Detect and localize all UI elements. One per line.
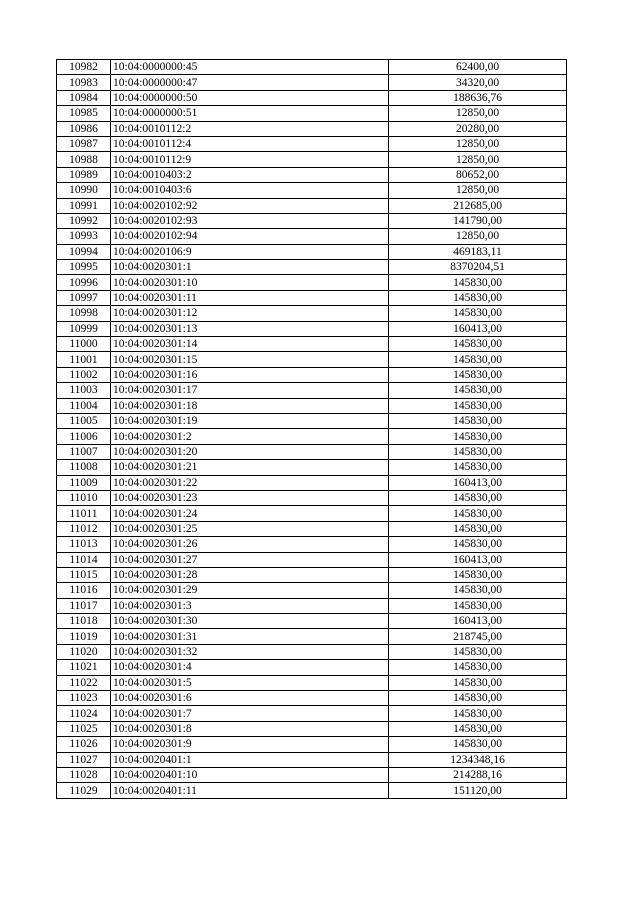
row-number-cell: 10990 xyxy=(57,183,111,198)
row-number-cell: 11005 xyxy=(57,413,111,428)
table-row xyxy=(57,275,567,290)
row-number-cell: 11021 xyxy=(57,660,111,675)
cadastral-number-cell: 10:04:0020301:23 xyxy=(111,490,389,505)
cadastral-number-cell: 10:04:0020301:7 xyxy=(111,706,389,721)
row-number-cell: 11000 xyxy=(57,337,111,352)
value-cell: 145830,00 xyxy=(389,583,567,598)
cadastral-number-cell: 10:04:0020301:30 xyxy=(111,614,389,629)
value-cell: 160413,00 xyxy=(389,475,567,490)
table-row xyxy=(57,429,567,444)
row-number-cell: 10987 xyxy=(57,136,111,151)
value-cell: 145830,00 xyxy=(389,644,567,659)
row-number-cell: 11002 xyxy=(57,367,111,382)
table-body xyxy=(57,60,567,799)
cadastral-number-cell: 10:04:0020301:25 xyxy=(111,521,389,536)
table-row xyxy=(57,367,567,382)
row-number-cell: 11017 xyxy=(57,598,111,613)
table-row xyxy=(57,213,567,228)
value-cell: 12850,00 xyxy=(389,229,567,244)
table-row xyxy=(57,783,567,798)
table-row xyxy=(57,583,567,598)
table-row xyxy=(57,260,567,275)
row-number-cell: 11024 xyxy=(57,706,111,721)
cadastral-number-cell: 10:04:0020301:18 xyxy=(111,398,389,413)
value-cell: 212685,00 xyxy=(389,198,567,213)
table-row xyxy=(57,506,567,521)
cadastral-number-cell: 10:04:0020301:1 xyxy=(111,260,389,275)
table-row xyxy=(57,352,567,367)
value-cell: 12850,00 xyxy=(389,106,567,121)
row-number-cell: 11027 xyxy=(57,752,111,767)
table-row xyxy=(57,737,567,752)
value-cell: 469183,11 xyxy=(389,244,567,259)
table-row xyxy=(57,460,567,475)
cadastral-number-cell: 10:04:0010403:6 xyxy=(111,183,389,198)
value-cell: 145830,00 xyxy=(389,737,567,752)
table-row xyxy=(57,644,567,659)
row-number-cell: 10997 xyxy=(57,290,111,305)
table-row xyxy=(57,75,567,90)
cadastral-number-cell: 10:04:0000000:45 xyxy=(111,60,389,75)
cadastral-number-cell: 10:04:0010112:2 xyxy=(111,121,389,136)
value-cell: 145830,00 xyxy=(389,429,567,444)
row-number-cell: 11019 xyxy=(57,629,111,644)
table-row xyxy=(57,198,567,213)
row-number-cell: 11016 xyxy=(57,583,111,598)
value-cell: 145830,00 xyxy=(389,521,567,536)
cadastral-number-cell: 10:04:0020301:16 xyxy=(111,367,389,382)
row-number-cell: 11010 xyxy=(57,490,111,505)
cadastral-number-cell: 10:04:0020301:29 xyxy=(111,583,389,598)
row-number-cell: 11028 xyxy=(57,767,111,782)
row-number-cell: 11025 xyxy=(57,721,111,736)
row-number-cell: 11026 xyxy=(57,737,111,752)
table-row xyxy=(57,752,567,767)
cadastral-number-cell: 10:04:0020401:10 xyxy=(111,767,389,782)
row-number-cell: 11023 xyxy=(57,691,111,706)
cadastral-number-cell: 10:04:0010112:4 xyxy=(111,136,389,151)
table-row xyxy=(57,106,567,121)
value-cell: 145830,00 xyxy=(389,352,567,367)
table-row xyxy=(57,567,567,582)
value-cell: 145830,00 xyxy=(389,567,567,582)
cadastral-number-cell: 10:04:0020301:27 xyxy=(111,552,389,567)
value-cell: 12850,00 xyxy=(389,183,567,198)
value-cell: 34320,00 xyxy=(389,75,567,90)
row-number-cell: 10991 xyxy=(57,198,111,213)
value-cell: 160413,00 xyxy=(389,321,567,336)
value-cell: 145830,00 xyxy=(389,721,567,736)
row-number-cell: 11022 xyxy=(57,675,111,690)
value-cell: 145830,00 xyxy=(389,290,567,305)
value-cell: 20280,00 xyxy=(389,121,567,136)
cadastral-number-cell: 10:04:0020301:13 xyxy=(111,321,389,336)
table-row xyxy=(57,475,567,490)
row-number-cell: 10995 xyxy=(57,260,111,275)
table-row xyxy=(57,90,567,105)
cadastral-number-cell: 10:04:0020102:92 xyxy=(111,198,389,213)
value-cell: 145830,00 xyxy=(389,444,567,459)
cadastral-number-cell: 10:04:0020401:11 xyxy=(111,783,389,798)
table-row xyxy=(57,521,567,536)
table-row xyxy=(57,167,567,182)
row-number-cell: 11012 xyxy=(57,521,111,536)
value-cell: 141790,00 xyxy=(389,213,567,228)
value-cell: 145830,00 xyxy=(389,398,567,413)
row-number-cell: 11001 xyxy=(57,352,111,367)
value-cell: 145830,00 xyxy=(389,691,567,706)
cadastral-number-cell: 10:04:0020301:3 xyxy=(111,598,389,613)
row-number-cell: 10986 xyxy=(57,121,111,136)
table-row xyxy=(57,183,567,198)
row-number-cell: 11007 xyxy=(57,444,111,459)
cadastral-number-cell: 10:04:0020301:26 xyxy=(111,537,389,552)
value-cell: 145830,00 xyxy=(389,275,567,290)
table-row xyxy=(57,675,567,690)
row-number-cell: 10994 xyxy=(57,244,111,259)
value-cell: 145830,00 xyxy=(389,506,567,521)
value-cell: 12850,00 xyxy=(389,152,567,167)
cadastral-number-cell: 10:04:0000000:51 xyxy=(111,106,389,121)
table-row xyxy=(57,767,567,782)
table-row xyxy=(57,413,567,428)
value-cell: 145830,00 xyxy=(389,460,567,475)
value-cell: 145830,00 xyxy=(389,413,567,428)
value-cell: 62400,00 xyxy=(389,60,567,75)
value-cell: 160413,00 xyxy=(389,614,567,629)
row-number-cell: 10988 xyxy=(57,152,111,167)
table-row xyxy=(57,614,567,629)
cadastral-number-cell: 10:04:0020301:15 xyxy=(111,352,389,367)
cadastral-number-cell: 10:04:0020301:9 xyxy=(111,737,389,752)
row-number-cell: 10983 xyxy=(57,75,111,90)
table-row xyxy=(57,660,567,675)
row-number-cell: 11003 xyxy=(57,383,111,398)
table-row xyxy=(57,290,567,305)
table-row xyxy=(57,721,567,736)
table-row xyxy=(57,383,567,398)
table-row xyxy=(57,229,567,244)
cadastral-number-cell: 10:04:0020301:22 xyxy=(111,475,389,490)
value-cell: 214288,16 xyxy=(389,767,567,782)
cadastral-number-cell: 10:04:0020102:93 xyxy=(111,213,389,228)
value-cell: 145830,00 xyxy=(389,537,567,552)
table-row xyxy=(57,306,567,321)
value-cell: 218745,00 xyxy=(389,629,567,644)
cadastral-number-cell: 10:04:0000000:47 xyxy=(111,75,389,90)
value-cell: 145830,00 xyxy=(389,660,567,675)
table-row xyxy=(57,337,567,352)
value-cell: 145830,00 xyxy=(389,383,567,398)
cadastral-number-cell: 10:04:0020301:12 xyxy=(111,306,389,321)
cadastral-number-cell: 10:04:0010112:9 xyxy=(111,152,389,167)
row-number-cell: 10984 xyxy=(57,90,111,105)
cadastral-number-cell: 10:04:0020301:14 xyxy=(111,337,389,352)
cadastral-number-cell: 10:04:0020301:4 xyxy=(111,660,389,675)
row-number-cell: 10989 xyxy=(57,167,111,182)
table-row xyxy=(57,629,567,644)
row-number-cell: 10998 xyxy=(57,306,111,321)
value-cell: 145830,00 xyxy=(389,598,567,613)
table-row xyxy=(57,490,567,505)
cadastral-number-cell: 10:04:0020301:8 xyxy=(111,721,389,736)
table-row xyxy=(57,691,567,706)
table-row xyxy=(57,152,567,167)
cadastral-number-cell: 10:04:0020301:5 xyxy=(111,675,389,690)
value-cell: 80652,00 xyxy=(389,167,567,182)
value-cell: 188636,76 xyxy=(389,90,567,105)
value-cell: 145830,00 xyxy=(389,706,567,721)
row-number-cell: 10993 xyxy=(57,229,111,244)
row-number-cell: 11018 xyxy=(57,614,111,629)
row-number-cell: 10982 xyxy=(57,60,111,75)
row-number-cell: 11029 xyxy=(57,783,111,798)
cadastral-number-cell: 10:04:0020301:17 xyxy=(111,383,389,398)
cadastral-number-cell: 10:04:0020301:20 xyxy=(111,444,389,459)
row-number-cell: 11015 xyxy=(57,567,111,582)
row-number-cell: 10985 xyxy=(57,106,111,121)
value-cell: 12850,00 xyxy=(389,136,567,151)
table-row xyxy=(57,321,567,336)
cadastral-number-cell: 10:04:0000000:50 xyxy=(111,90,389,105)
cadastral-number-cell: 10:04:0020106:9 xyxy=(111,244,389,259)
value-cell: 160413,00 xyxy=(389,552,567,567)
value-cell: 145830,00 xyxy=(389,490,567,505)
cadastral-number-cell: 10:04:0020301:2 xyxy=(111,429,389,444)
value-cell: 145830,00 xyxy=(389,675,567,690)
table-row xyxy=(57,706,567,721)
table-row xyxy=(57,398,567,413)
value-cell: 145830,00 xyxy=(389,306,567,321)
row-number-cell: 11009 xyxy=(57,475,111,490)
row-number-cell: 10996 xyxy=(57,275,111,290)
row-number-cell: 11004 xyxy=(57,398,111,413)
row-number-cell: 11020 xyxy=(57,644,111,659)
cadastral-number-cell: 10:04:0020301:24 xyxy=(111,506,389,521)
value-cell: 145830,00 xyxy=(389,337,567,352)
table-row xyxy=(57,136,567,151)
table-row xyxy=(57,537,567,552)
cadastral-number-cell: 10:04:0020301:28 xyxy=(111,567,389,582)
table-row xyxy=(57,552,567,567)
row-number-cell: 11014 xyxy=(57,552,111,567)
table-row xyxy=(57,121,567,136)
cadastral-number-cell: 10:04:0020301:11 xyxy=(111,290,389,305)
value-cell: 151120,00 xyxy=(389,783,567,798)
cadastral-number-cell: 10:04:0020102:94 xyxy=(111,229,389,244)
cadastral-number-cell: 10:04:0020301:10 xyxy=(111,275,389,290)
cadastral-number-cell: 10:04:0020301:32 xyxy=(111,644,389,659)
cadastral-number-cell: 10:04:0020401:1 xyxy=(111,752,389,767)
row-number-cell: 10992 xyxy=(57,213,111,228)
cadastral-number-cell: 10:04:0010403:2 xyxy=(111,167,389,182)
table-row xyxy=(57,60,567,75)
value-cell: 8370204,51 xyxy=(389,260,567,275)
row-number-cell: 11008 xyxy=(57,460,111,475)
cadastral-value-table xyxy=(56,59,567,799)
table-row xyxy=(57,444,567,459)
cadastral-number-cell: 10:04:0020301:6 xyxy=(111,691,389,706)
cadastral-number-cell: 10:04:0020301:31 xyxy=(111,629,389,644)
table-row xyxy=(57,244,567,259)
row-number-cell: 10999 xyxy=(57,321,111,336)
row-number-cell: 11011 xyxy=(57,506,111,521)
row-number-cell: 11006 xyxy=(57,429,111,444)
table-row xyxy=(57,598,567,613)
value-cell: 1234348,16 xyxy=(389,752,567,767)
cadastral-number-cell: 10:04:0020301:21 xyxy=(111,460,389,475)
cadastral-number-cell: 10:04:0020301:19 xyxy=(111,413,389,428)
row-number-cell: 11013 xyxy=(57,537,111,552)
value-cell: 145830,00 xyxy=(389,367,567,382)
